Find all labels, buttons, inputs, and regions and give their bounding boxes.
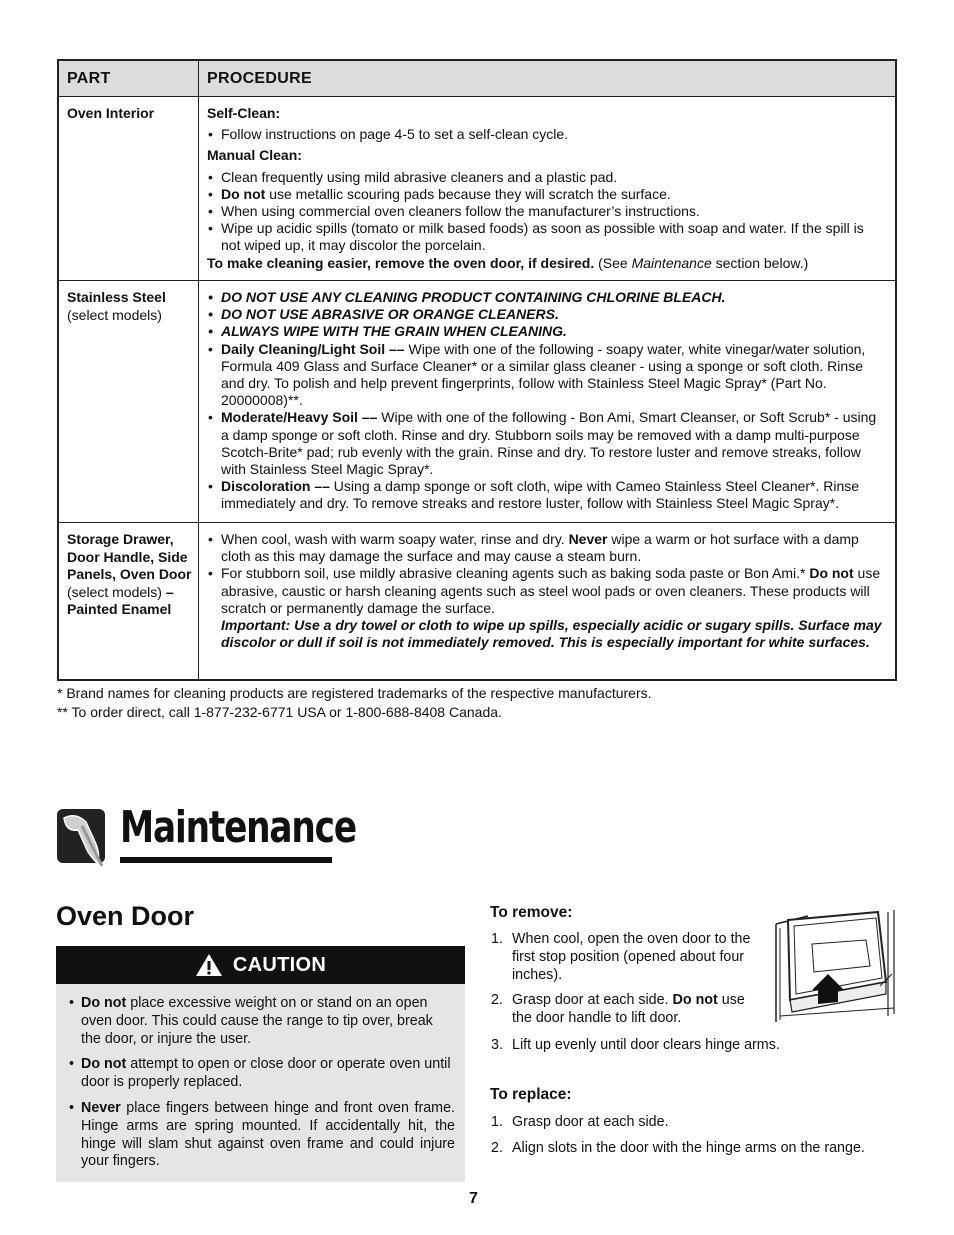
section-title-rule xyxy=(120,857,332,863)
list-item: • Clean frequently using mild abrasive cleaners and a plastic pad. xyxy=(207,169,887,186)
list-item: • When using commercial oven cleaners follow the manufacturer’s instructions. xyxy=(207,203,887,220)
enamel-list xyxy=(207,531,887,651)
manual-clean-label: Manual Clean: xyxy=(207,147,302,164)
caution-label: CAUTION xyxy=(232,953,327,976)
step-text: Lift up evenly until door clears hinge arms. xyxy=(512,1037,780,1053)
header-procedure: PROCEDURE xyxy=(207,70,312,87)
section-title: Maintenance xyxy=(120,802,356,853)
tip-bold: To make cleaning easier, remove the oven door, if desired. xyxy=(207,254,595,271)
procedure-painted-enamel xyxy=(199,523,895,679)
tip-italic: Maintenance xyxy=(631,254,712,271)
part-name: Stainless Steel xyxy=(67,289,166,305)
emphasis: Do not xyxy=(81,995,127,1011)
door-removal-tip xyxy=(207,255,887,272)
list-item-text: For stubborn soil, use mildly abrasive cleaning agents such as baking soda paste or Bon Ami.* xyxy=(221,565,810,582)
wrench-icon xyxy=(56,808,106,865)
list-item-text: attempt to open or close door or operate oven until door is properly replaced. xyxy=(81,1056,451,1091)
list-item-text: Wipe with one of the following - soapy water, white vinegar/water solution, Formula 409 Glass and Surface Cleaner* or a similar glass cleaner - using a sponge or soft cloth. Rinse and dry. To polish and help prevent fingerprints, follow with Stainless Steel Magic Spray* (Part No. 20000008)**. xyxy=(221,340,866,409)
footnote-order: ** To order direct, call 1-877-232-6771 USA or 1-800-688-8408 Canada. xyxy=(57,704,502,720)
tip-post: section below.) xyxy=(711,254,809,271)
remove-steps-a xyxy=(491,931,763,1036)
self-clean-label: Self-Clean: xyxy=(207,105,281,121)
cleaning-table xyxy=(57,59,897,681)
list-item xyxy=(207,341,887,410)
list-item xyxy=(68,1100,455,1171)
emphasis: Do not xyxy=(672,992,718,1009)
caution-header xyxy=(56,946,465,984)
step-text: Grasp door at each side. xyxy=(512,1114,669,1130)
replace-heading: To replace: xyxy=(490,1086,572,1103)
list-item xyxy=(207,186,887,203)
emphasis: Discoloration –– xyxy=(221,478,330,495)
warning-item: • DO NOT USE ABRASIVE OR ORANGE CLEANERS. xyxy=(207,306,887,323)
part-note: (select models) xyxy=(67,583,166,600)
list-item xyxy=(68,995,455,1048)
replace-steps xyxy=(491,1114,911,1166)
emphasis: Do not xyxy=(81,1056,127,1073)
emphasis: Never xyxy=(81,1099,121,1116)
oven-door-illustration xyxy=(768,908,902,1024)
emphasis: Do not xyxy=(221,185,266,202)
table-row-painted-enamel xyxy=(59,523,895,679)
list-item-text: Wipe with one of the following - Bon Ami, Smart Cleanser, or Soft Scrub* - using a damp sponge or soft cloth. Rinse and dry. Stubborn soils may be removed with a damp multi-purpose Scotch-Brite* pad; rub evenly with the grain. Rinse and dry. To restore luster and remove streaks, follow with Stainless Steel Magic Spray*. xyxy=(221,409,877,478)
step-text: When cool, open the oven door to the first stop position (opened about four inches). xyxy=(512,931,751,983)
step-number: 1. xyxy=(491,1114,503,1130)
list-item: • Follow instructions on page 4-5 to set a self-clean cycle. xyxy=(207,126,887,143)
list-item xyxy=(491,931,763,984)
caution-list xyxy=(68,995,455,1179)
emphasis: Never xyxy=(568,531,608,547)
oven-door-title: Oven Door xyxy=(56,901,195,931)
warning-item: • DO NOT USE ANY CLEANING PRODUCT CONTAINING CHLORINE BLEACH. xyxy=(207,289,887,306)
step-number: 1. xyxy=(491,931,503,947)
emphasis: Moderate/Heavy Soil –– xyxy=(221,409,378,426)
step-text: Align slots in the door with the hinge arms on the range. xyxy=(512,1139,865,1156)
list-item-text: When cool, wash with warm soapy water, rinse and dry. xyxy=(221,531,569,547)
list-item xyxy=(491,1114,911,1132)
caution-box xyxy=(56,946,465,1182)
part-painted-enamel xyxy=(59,523,199,679)
page-number: 7 xyxy=(469,1190,478,1207)
important-note: Important: Use a dry towel or cloth to wipe up spills, especially acidic or sugary spills. Surface may discolor or dull if soil is not immediately removed. This is especially important for white surfaces. xyxy=(221,617,882,651)
list-item: • Wipe up acidic spills (tomato or milk based foods) as soon as possible with soap and water. If the spill is not wiped up, it may discolor the porcelain. xyxy=(207,220,887,254)
stainless-list xyxy=(207,289,887,513)
remove-steps-b xyxy=(491,1037,911,1063)
list-item-text: place fingers between hinge and front oven frame. Hinge arms are spring mounted. If accidentally hit, the hinge will slam shut against oven frame and could injure your fingers. xyxy=(81,1099,455,1170)
list-item xyxy=(207,478,887,512)
list-item xyxy=(207,409,887,478)
step-number: 2. xyxy=(491,1139,503,1156)
self-clean-list xyxy=(207,126,887,143)
header-part: PART xyxy=(59,61,199,96)
list-item xyxy=(207,531,887,565)
list-item xyxy=(68,1056,455,1092)
list-item-text: Using a damp sponge or soft cloth, wipe with Cameo Stainless Steel Cleaner*. Rinse immediately and dry. To remove streaks and restore luster, follow with Stainless Steel Magic Spray*. xyxy=(221,478,860,512)
procedure-oven-interior xyxy=(199,97,895,280)
table-row-stainless-steel xyxy=(59,281,895,523)
footnote-trademarks: * Brand names for cleaning products are registered trademarks of the respective manufacturers. xyxy=(57,685,652,701)
list-item xyxy=(491,1140,911,1158)
list-item xyxy=(491,992,763,1028)
list-item-text: wipe a warm or hot surface with a damp cloth as this may damage the surface and may cause a steam burn. xyxy=(221,531,859,565)
list-item-text: use metallic scouring pads because they will scratch the surface. xyxy=(265,185,671,202)
warning-icon xyxy=(195,953,223,977)
tip-pre: (See xyxy=(594,254,632,271)
part-name: Storage Drawer, Door Handle, Side Panels, Oven Door xyxy=(67,531,192,582)
list-item-text: use abrasive, caustic or harsh cleaning agents such as steel wool pads or oven cleaners. These products will scratch or permanently damage the surface. xyxy=(221,565,881,616)
manual-clean-list xyxy=(207,169,887,255)
list-item xyxy=(491,1037,911,1055)
part-oven-interior: Oven Interior xyxy=(59,97,199,280)
step-number: 2. xyxy=(491,992,503,1009)
emphasis: Daily Cleaning/Light Soil –– xyxy=(221,340,405,357)
part-note: (select models) xyxy=(67,306,162,323)
part-stainless-steel xyxy=(59,281,199,522)
step-text: Grasp door at each side. xyxy=(512,992,673,1009)
step-text: use the door handle to lift door. xyxy=(512,992,745,1027)
list-item-text: place excessive weight on or stand on an open oven door. This could cause the range to tip over, break the door, or injure the user. xyxy=(81,995,433,1047)
list-item xyxy=(207,565,887,651)
emphasis: Do not xyxy=(809,565,854,582)
table-row-oven-interior xyxy=(59,97,895,281)
step-number: 3. xyxy=(491,1037,503,1053)
table-header xyxy=(59,61,895,97)
warning-item: • ALWAYS WIPE WITH THE GRAIN WHEN CLEANING. xyxy=(207,323,887,340)
procedure-stainless-steel xyxy=(199,281,895,522)
part-finish: – Painted Enamel xyxy=(67,583,174,617)
remove-heading: To remove: xyxy=(490,904,573,921)
